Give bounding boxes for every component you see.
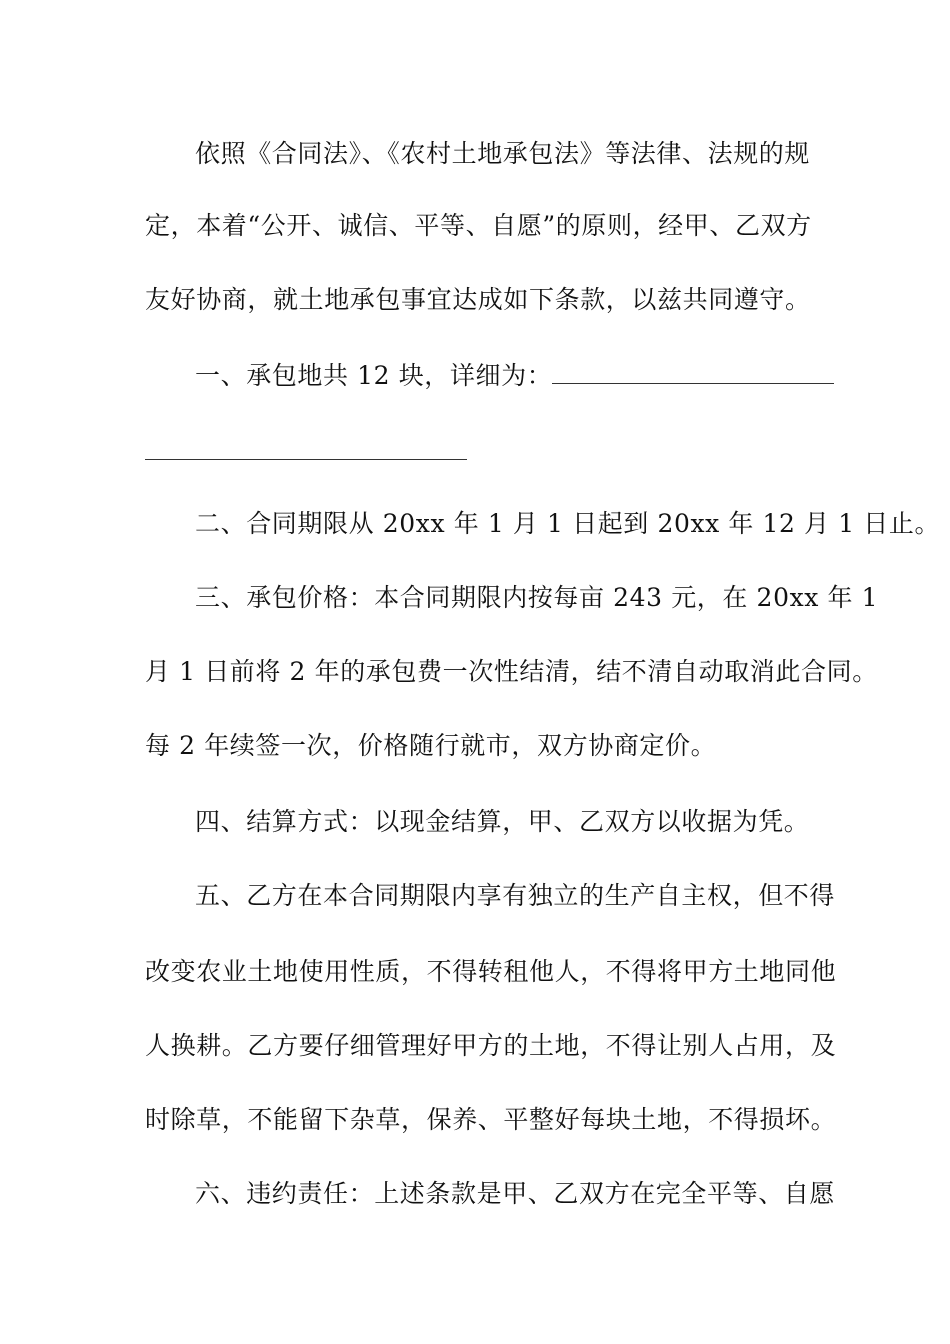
clause-3-line-1: 三、承包价格：本合同期限内按每亩 243 元，在 20xx 年 1: [195, 583, 879, 612]
paragraph-intro-line-1: 依照《合同法》、《农村土地承包法》等法律、法规的规: [195, 139, 811, 168]
clause-5-line-3: 人换耕。乙方要仔细管理好甲方的土地，不得让别人占用，及: [145, 1031, 837, 1060]
clause-1-line: [195, 360, 815, 392]
clause-5-line-4: 时除草，不能留下杂草，保养、平整好每块土地，不得损坏。: [145, 1105, 837, 1134]
fill-in-blank: [552, 361, 834, 384]
fill-in-blank-continuation: [145, 459, 467, 460]
paragraph-intro-line-2: 定，本着“公开、诚信、平等、自愿”的原则，经甲、乙双方: [145, 211, 812, 240]
clause-1-text: 一、承包地共 12 块，详细为：: [195, 361, 553, 390]
clause-6-line-1: 六、违约责任：上述条款是甲、乙双方在完全平等、自愿: [195, 1179, 836, 1208]
clause-3-line-2: 月 1 日前将 2 年的承包费一次性结清，结不清自动取消此合同。: [145, 657, 878, 686]
clause-5-line-2: 改变农业土地使用性质，不得转租他人，不得将甲方土地同他: [145, 957, 837, 986]
clause-4-line: 四、结算方式：以现金结算，甲、乙双方以收据为凭。: [195, 807, 810, 836]
clause-5-line-1: 五、乙方在本合同期限内享有独立的生产自主权，但不得: [195, 881, 836, 910]
paragraph-intro-line-3: 友好协商，就土地承包事宜达成如下条款，以兹共同遵守。: [145, 285, 811, 314]
clause-2-line: 二、合同期限从 20xx 年 1 月 1 日起到 20xx 年 12 月 1 日止。: [195, 509, 941, 538]
clause-3-line-3: 每 2 年续签一次，价格随行就市，双方协商定价。: [145, 731, 717, 760]
